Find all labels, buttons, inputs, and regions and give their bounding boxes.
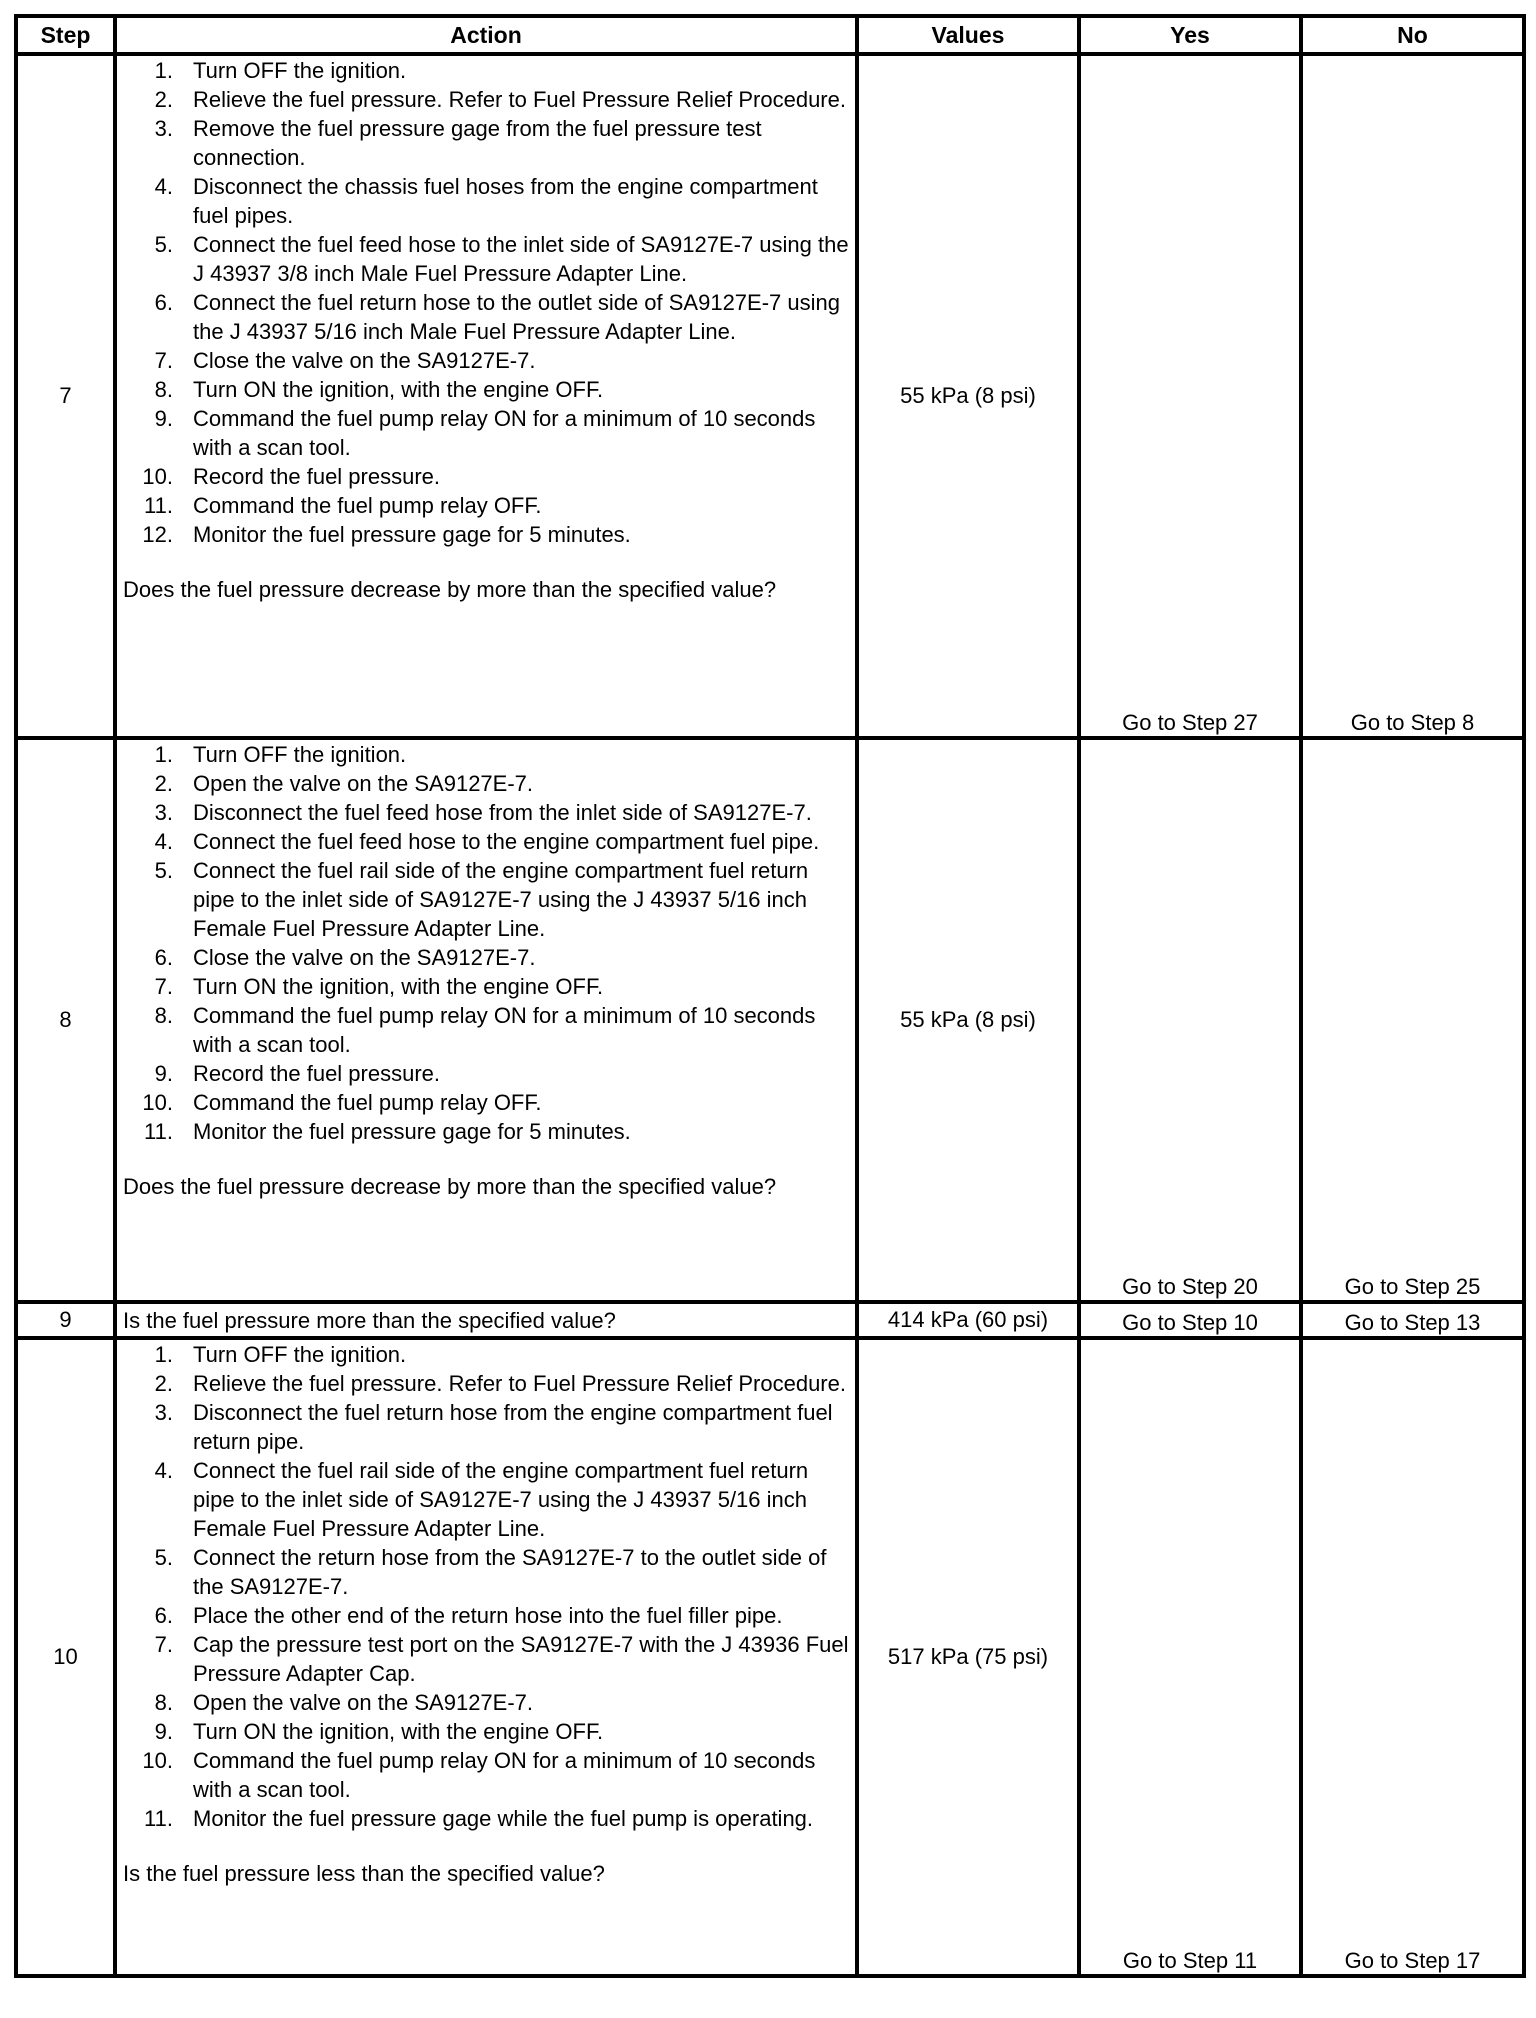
list-item-text: Close the valve on the SA9127E-7. — [193, 348, 536, 373]
table-row — [16, 1338, 1524, 1976]
list-item-number: 10. — [142, 1090, 173, 1115]
yes-result: Go to Step 27 — [1079, 54, 1301, 738]
yes-result: Go to Step 10 — [1079, 1302, 1301, 1338]
list-item-text: Connect the return hose from the SA9127E-7 to the outlet side of the SA9127E-7. — [193, 1545, 827, 1599]
yes-result: Go to Step 20 — [1079, 738, 1301, 1302]
no-result: Go to Step 25 — [1301, 738, 1524, 1302]
step-number: 7 — [16, 54, 115, 738]
list-item — [123, 520, 849, 549]
step-number: 8 — [16, 738, 115, 1302]
list-item-number: 12. — [142, 522, 173, 547]
list-item-text: Turn OFF the ignition. — [193, 58, 407, 83]
list-item-number: 4. — [154, 174, 173, 199]
list-item-text: Monitor the fuel pressure gage for 5 minutes. — [193, 522, 631, 547]
list-item-text: Turn ON the ignition, with the engine OFF. — [193, 377, 604, 402]
list-item — [123, 56, 849, 85]
step-number: 10 — [16, 1338, 115, 1976]
list-item-number: 10. — [142, 464, 173, 489]
list-item-text: Turn OFF the ignition. — [193, 742, 407, 767]
yes-result: Go to Step 11 — [1079, 1338, 1301, 1976]
list-item-number: 6. — [154, 290, 173, 315]
list-item-number: 4. — [154, 1458, 173, 1483]
list-item-text: Place the other end of the return hose into the fuel filler pipe. — [193, 1603, 783, 1628]
list-item — [123, 1088, 849, 1117]
list-item-text: Connect the fuel rail side of the engine compartment fuel return pipe to the inlet side of SA9127E-7 using the J 43937 5/16 inch Female Fuel Pressure Adapter Line. — [193, 858, 809, 941]
action-cell — [115, 54, 857, 738]
list-item-text: Command the fuel pump relay ON for a minimum of 10 seconds with a scan tool. — [193, 1003, 816, 1057]
list-item — [123, 1340, 849, 1369]
list-item-number: 11. — [144, 493, 173, 518]
no-result: Go to Step 13 — [1301, 1302, 1524, 1338]
list-item-text: Connect the fuel feed hose to the engine compartment fuel pipe. — [193, 829, 820, 854]
list-item — [123, 1688, 849, 1717]
list-item-number: 7. — [154, 1632, 173, 1657]
list-item-text: Disconnect the fuel feed hose from the inlet side of SA9127E-7. — [193, 800, 812, 825]
list-item-text: Relieve the fuel pressure. Refer to Fuel Pressure Relief Procedure. — [193, 1371, 846, 1396]
list-item — [123, 972, 849, 1001]
specified-value: 55 kPa (8 psi) — [857, 54, 1079, 738]
list-item — [123, 491, 849, 520]
list-item-text: Remove the fuel pressure gage from the fuel pressure test connection. — [193, 116, 762, 170]
list-item-number: 2. — [154, 1371, 173, 1396]
list-item-text: Turn OFF the ignition. — [193, 1342, 407, 1367]
list-item-text: Command the fuel pump relay OFF. — [193, 493, 542, 518]
list-item-number: 11. — [144, 1119, 173, 1144]
action-cell — [115, 738, 857, 1302]
list-item-text: Monitor the fuel pressure gage while the fuel pump is operating. — [193, 1806, 814, 1831]
list-item — [123, 462, 849, 491]
table-body — [16, 54, 1524, 1976]
list-item — [123, 943, 849, 972]
list-item-number: 5. — [154, 858, 173, 883]
list-item-number: 11. — [144, 1806, 173, 1831]
list-item-number: 6. — [154, 945, 173, 970]
list-item-text: Command the fuel pump relay OFF. — [193, 1090, 542, 1115]
list-item — [123, 375, 849, 404]
list-item-number: 10. — [142, 1748, 173, 1773]
list-item-number: 2. — [154, 87, 173, 112]
diagnostic-table — [14, 14, 1526, 1978]
header-yes: Yes — [1079, 16, 1301, 54]
header-step: Step — [16, 16, 115, 54]
list-item-number: 9. — [154, 406, 173, 431]
list-item-number: 4. — [154, 829, 173, 854]
list-item — [123, 404, 849, 462]
list-item — [123, 1001, 849, 1059]
list-item — [123, 769, 849, 798]
list-item-text: Close the valve on the SA9127E-7. — [193, 945, 536, 970]
question-text: Is the fuel pressure less than the specified value? — [123, 1861, 605, 1886]
list-item — [123, 1456, 849, 1543]
list-item — [123, 827, 849, 856]
action-cell — [115, 1302, 857, 1338]
specified-value: 517 kPa (75 psi) — [857, 1338, 1079, 1976]
list-item-number: 8. — [154, 1690, 173, 1715]
question-text: Is the fuel pressure more than the specified value? — [123, 1307, 616, 1333]
list-item — [123, 1117, 849, 1146]
list-item — [123, 856, 849, 943]
list-item-number: 5. — [154, 1545, 173, 1570]
list-item-text: Record the fuel pressure. — [193, 1061, 441, 1086]
list-item-number: 1. — [154, 1342, 173, 1367]
list-item — [123, 1804, 849, 1833]
list-item-number: 3. — [154, 1400, 173, 1425]
specified-value: 414 kPa (60 psi) — [857, 1302, 1079, 1338]
question-text: Does the fuel pressure decrease by more than the specified value? — [123, 1174, 777, 1199]
list-item-text: Cap the pressure test port on the SA9127E-7 with the J 43936 Fuel Pressure Adapter Cap. — [193, 1632, 849, 1686]
list-item — [123, 230, 849, 288]
procedure-list — [123, 740, 849, 1146]
list-item — [123, 288, 849, 346]
no-result: Go to Step 17 — [1301, 1338, 1524, 1976]
list-item — [123, 1059, 849, 1088]
table-row — [16, 738, 1524, 1302]
list-item-number: 1. — [154, 742, 173, 767]
list-item-number: 7. — [154, 348, 173, 373]
list-item-text: Connect the fuel feed hose to the inlet side of SA9127E-7 using the J 43937 3/8 inch Male Fuel Pressure Adapter Line. — [193, 232, 849, 286]
list-item-number: 5. — [154, 232, 173, 257]
list-item — [123, 1369, 849, 1398]
list-item-text: Connect the fuel return hose to the outlet side of SA9127E-7 using the J 43937 5/16 inch Male Fuel Pressure Adapter Line. — [193, 290, 840, 344]
list-item-number: 3. — [154, 116, 173, 141]
list-item — [123, 798, 849, 827]
table-row — [16, 1302, 1524, 1338]
list-item — [123, 1746, 849, 1804]
list-item-text: Turn ON the ignition, with the engine OFF. — [193, 1719, 604, 1744]
procedure-list — [123, 56, 849, 549]
list-item-text: Open the valve on the SA9127E-7. — [193, 771, 534, 796]
list-item-text: Record the fuel pressure. — [193, 464, 441, 489]
list-item-text: Monitor the fuel pressure gage for 5 minutes. — [193, 1119, 631, 1144]
list-item-text: Command the fuel pump relay ON for a minimum of 10 seconds with a scan tool. — [193, 1748, 816, 1802]
list-item-text: Command the fuel pump relay ON for a minimum of 10 seconds with a scan tool. — [193, 406, 816, 460]
list-item-number: 1. — [154, 58, 173, 83]
list-item-number: 7. — [154, 974, 173, 999]
header-action: Action — [115, 16, 857, 54]
list-item — [123, 1630, 849, 1688]
list-item — [123, 740, 849, 769]
list-item-text: Connect the fuel rail side of the engine compartment fuel return pipe to the inlet side of SA9127E-7 using the J 43937 5/16 inch Female Fuel Pressure Adapter Line. — [193, 1458, 809, 1541]
step-number: 9 — [16, 1302, 115, 1338]
list-item-text: Turn ON the ignition, with the engine OFF. — [193, 974, 604, 999]
specified-value: 55 kPa (8 psi) — [857, 738, 1079, 1302]
procedure-list — [123, 1340, 849, 1833]
list-item — [123, 85, 849, 114]
list-item-number: 6. — [154, 1603, 173, 1628]
table-row — [16, 54, 1524, 738]
list-item-text: Disconnect the fuel return hose from the engine compartment fuel return pipe. — [193, 1400, 833, 1454]
list-item-number: 2. — [154, 771, 173, 796]
list-item — [123, 1601, 849, 1630]
list-item-number: 3. — [154, 800, 173, 825]
list-item-number: 9. — [154, 1061, 173, 1086]
list-item — [123, 1717, 849, 1746]
header-no: No — [1301, 16, 1524, 54]
list-item-number: 8. — [154, 1003, 173, 1028]
list-item-number: 8. — [154, 377, 173, 402]
list-item-text: Open the valve on the SA9127E-7. — [193, 1690, 534, 1715]
list-item-text: Relieve the fuel pressure. Refer to Fuel Pressure Relief Procedure. — [193, 87, 846, 112]
no-result: Go to Step 8 — [1301, 54, 1524, 738]
list-item — [123, 1543, 849, 1601]
question-text: Does the fuel pressure decrease by more than the specified value? — [123, 577, 777, 602]
list-item — [123, 346, 849, 375]
list-item — [123, 1398, 849, 1456]
list-item-text: Disconnect the chassis fuel hoses from the engine compartment fuel pipes. — [193, 174, 818, 228]
header-row — [16, 16, 1524, 54]
list-item — [123, 172, 849, 230]
list-item-number: 9. — [154, 1719, 173, 1744]
header-values: Values — [857, 16, 1079, 54]
list-item — [123, 114, 849, 172]
action-cell — [115, 1338, 857, 1976]
